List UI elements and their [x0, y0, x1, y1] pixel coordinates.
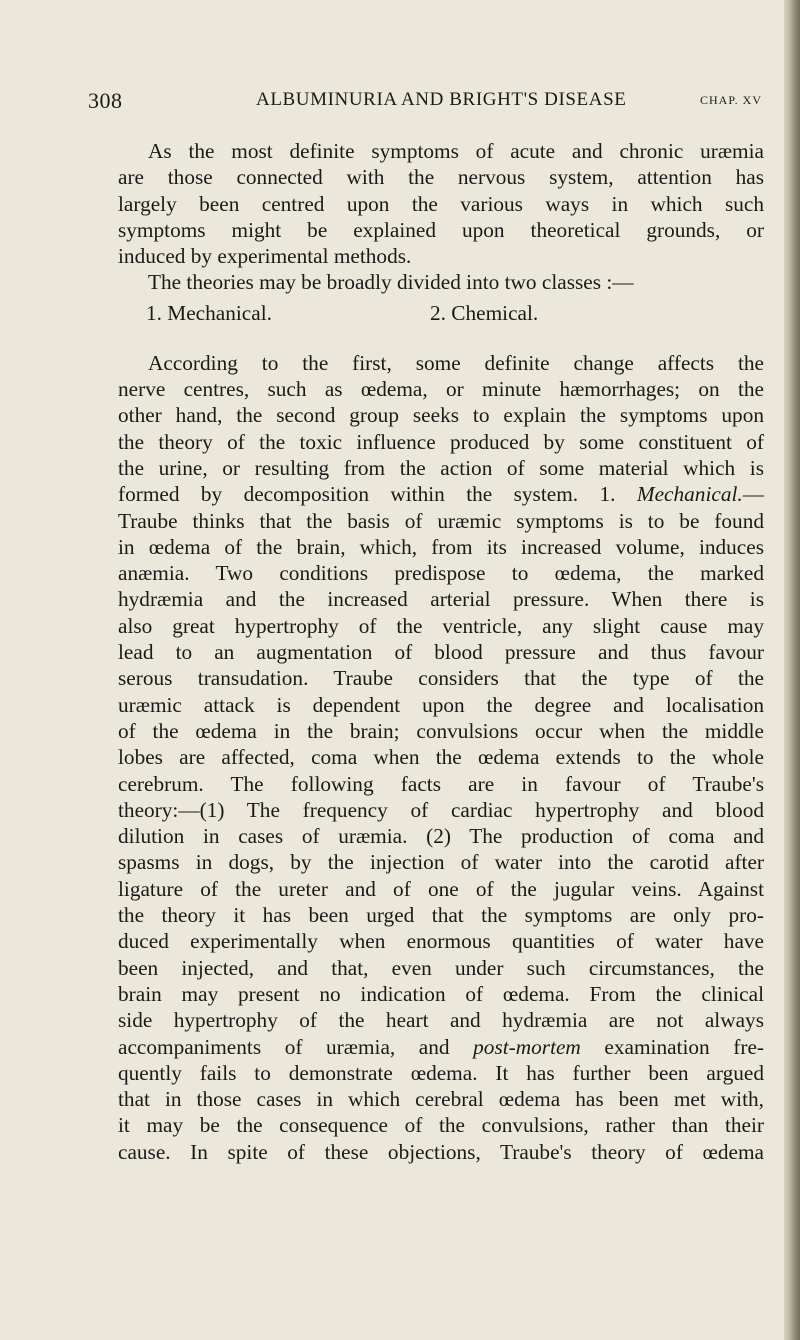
text-line: other hand, the second group seeks to explain the symptoms upon — [118, 403, 764, 428]
text-segment: formed by decomposition within the system. 1. — [118, 482, 616, 507]
text-line: the theory of the toxic influence produced by some constituent of — [118, 429, 764, 454]
text-line: cerebrum. The following facts are in favour of Traube's — [118, 771, 764, 796]
italic-mechanical: Mechanical. — [636, 482, 743, 507]
paragraph-1 — [118, 138, 764, 269]
text-line: are those connected with the nervous system, attention has — [118, 165, 764, 190]
text-line: of the œdema in the brain; convulsions occur when the middle — [118, 718, 764, 743]
text-line-mechanical — [118, 481, 764, 507]
text-segment: examination fre- — [604, 1034, 765, 1059]
text-line: the theory it has been urged that the symptoms are only pro- — [118, 903, 764, 928]
body-text — [118, 138, 764, 1165]
text-line: As the most definite symptoms of acute and chronic uræmia — [148, 139, 764, 163]
text-line: spasms in dogs, by the injection of water into the carotid after — [118, 850, 764, 875]
text-line: duced experimentally when enormous quantities of water have — [118, 929, 764, 954]
paragraph-3 — [118, 350, 764, 1165]
chapter-label: CHAP. XV — [699, 93, 762, 107]
text-line: symptoms might be explained upon theoretical grounds, or — [118, 217, 764, 242]
text-line: side hypertrophy of the heart and hydræmia are not always — [118, 1008, 764, 1033]
spacer — [118, 330, 764, 350]
text-line: uræmic attack is dependent upon the degree and localisation — [118, 692, 764, 717]
running-title: ALBUMINURIA AND BRIGHT'S DISEASE — [256, 89, 627, 110]
text-line: quently fails to demonstrate œdema. It has further been argued — [118, 1060, 764, 1085]
text-line: been injected, and that, even under such circumstances, the — [118, 955, 764, 980]
text-line: cause. In spite of these objections, Traube's theory of œdema — [118, 1139, 764, 1164]
page-number: 308 — [88, 88, 123, 113]
text-line: serous transudation. Traube considers that the type of the — [118, 666, 764, 691]
text-line: it may be the consequence of the convulsions, rather than their — [118, 1113, 764, 1138]
text-line: induced by experimental methods. — [118, 244, 412, 269]
text-line: ligature of the ureter and of one of the jugular veins. Against — [118, 876, 764, 901]
text-line: lead to an augmentation of blood pressure and thus favour — [118, 640, 764, 665]
text-line: brain may present no indication of œdema. From the clinical — [118, 981, 764, 1006]
paragraph-2: The theories may be broadly divided into two classes :— — [148, 270, 634, 295]
text-line: lobes are affected, coma when the œdema extends to the whole — [118, 745, 764, 770]
page-edge — [784, 0, 800, 1340]
text-line: that in those cases in which cerebral œdema has been met with, — [118, 1087, 764, 1112]
text-line: According to the first, some definite change affects the — [148, 350, 764, 375]
text-line: nerve centres, such as œdema, or minute hæmorrhages; on the — [118, 377, 764, 402]
text-line: also great hypertrophy of the ventricle, any slight cause may — [118, 613, 764, 638]
text-line: in œdema of the brain, which, from its increased volume, induces — [118, 534, 764, 559]
text-line: theory:—(1) The frequency of cardiac hypertrophy and blood — [118, 797, 764, 822]
class-chemical: 2. Chemical. — [430, 300, 539, 325]
italic-post-mortem: post-mortem — [473, 1034, 581, 1059]
text-segment: — — [742, 482, 765, 507]
classes-list — [118, 296, 764, 330]
text-line-postmortem — [118, 1034, 764, 1060]
text-line: hydræmia and the increased arterial pressure. When there is — [118, 587, 764, 612]
running-header — [88, 88, 762, 118]
text-line: the urine, or resulting from the action of some material which is — [118, 455, 764, 480]
text-line: dilution in cases of uræmia. (2) The production of coma and — [118, 824, 764, 849]
text-line: largely been centred upon the various ways in which such — [118, 191, 764, 216]
text-line: Traube thinks that the basis of uræmic symptoms is to be found — [118, 508, 764, 533]
text-segment: accompaniments of uræmia, and — [118, 1034, 450, 1059]
text-line: anæmia. Two conditions predispose to œdema, the marked — [118, 561, 764, 586]
class-mechanical: 1. Mechanical. — [146, 300, 272, 325]
